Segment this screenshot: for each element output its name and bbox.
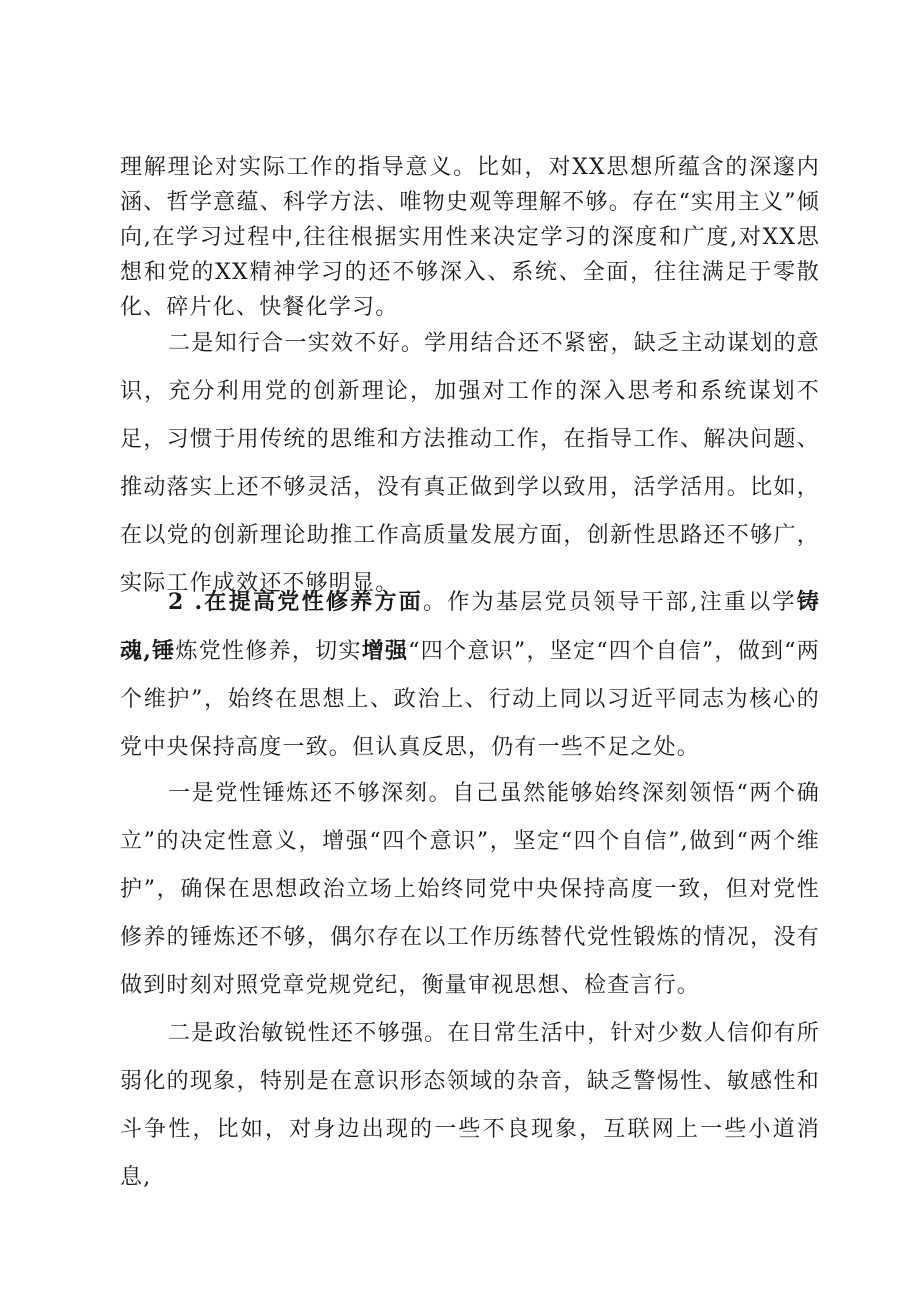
paragraph-party-cultivation <box>120 578 820 772</box>
paragraph-theory-understanding: 理解理论对实际工作的指导意义。比如，对XX思想所蕴含的深邃内涵、哲学意蕴、科学方法、唯物史观等理解不够。存在“实用主义”倾向,在学习过程中,往往根据实用性来决定学习的深度和广度,对XX思想和党的XX精神学习的还不够深入、系统、全面，往往满足于零散化、碎片化、快餐化学习。 <box>120 155 820 320</box>
paragraph-knowledge-action: 二是知行合一实效不好。学用结合还不紧密，缺乏主动谋划的意识，充分利用党的创新理论，加强对工作的深入思考和系统谋划不足，习惯于用传统的思维和方法推动工作，在指导工作、解决问题、推动落实上还不够灵活，没有真正做到学以致用，活学活用。比如，在以党的创新理论助推工作高质量发展方面，创新性思路还不够广，实际工作成效还不够明显。 <box>120 331 820 596</box>
paragraph-political-sensitivity: 二是政治敏锐性还不够强。在日常生活中，针对少数人信仰有所弱化的现象，特别是在意识形态领域的杂音，缺乏警惕性、敏感性和斗争性，比如，对身边出现的一些不良现象，互联网上一些小道消息, <box>120 1021 820 1190</box>
paragraph-text: “四个意识”，坚定“四个自信”，做到“两个维护”，始终在思想上、政治上、行动上同以习近平同志为核心的党中央保持高度一致。但认真反思，仍有一些不足之处。 <box>120 639 820 760</box>
paragraph-text: 。作为基层党员领导干部,注重以学 <box>423 590 797 615</box>
bold-phrase: 铸魂, <box>120 589 820 664</box>
bold-phrase: 锤 <box>152 638 176 664</box>
paragraph-text: 炼党性修养，切实 <box>175 639 362 664</box>
paragraph-party-tempering: 一是党性锤炼还不够深刻。自己虽然能够始终深刻领悟“两个确立”的决定性意义，增强“四个意识”，坚定“四个自信”,做到“两个维护”，确保在思想政治立场上始终同党中央保持高度一致，但对党性修养的锤炼还不够，偶尔存在以工作历练替代党性锻炼的情况，没有做到时刻对照党章党规党纪，衡量审视思想、检查言行。 <box>120 781 820 998</box>
bold-phrase: 增强 <box>361 638 409 664</box>
section-heading: 2 .在提高党性修养方面 <box>168 589 424 615</box>
